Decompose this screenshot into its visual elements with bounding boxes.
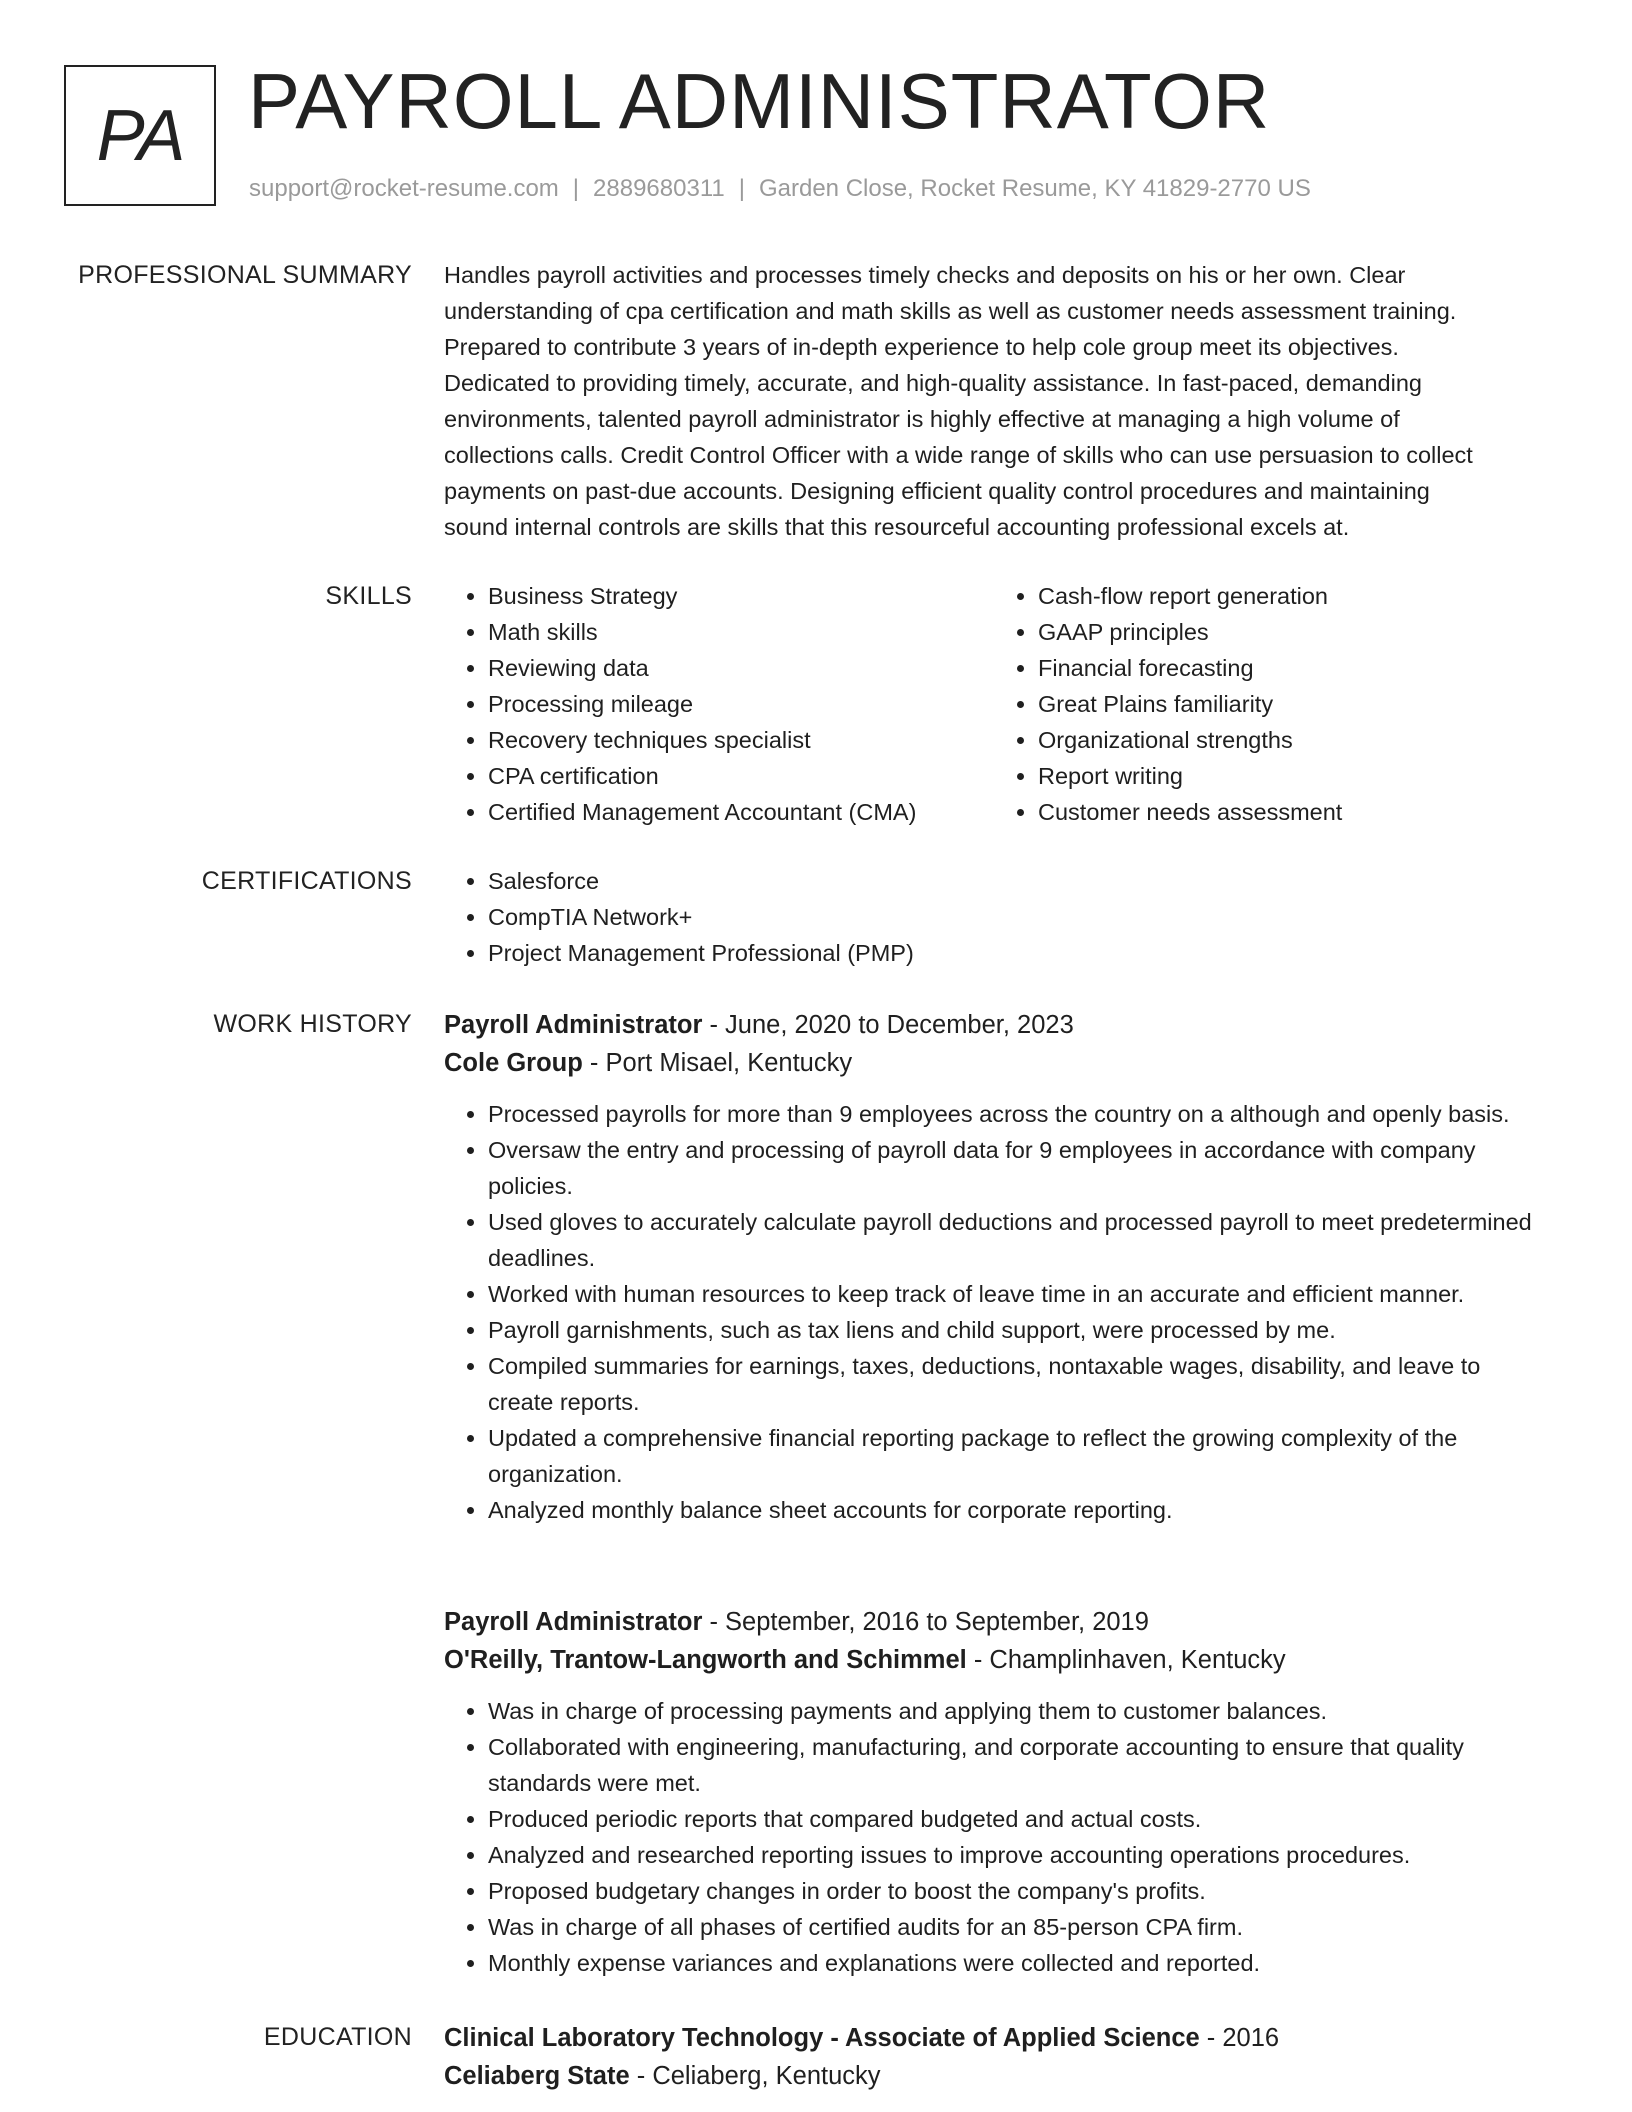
job-bullet: • Compiled summaries for earnings, taxes, deductions, nontaxable wages, disability, and leave to create reports.: [488, 1348, 1544, 1420]
job-title: Payroll Administrator: [444, 1011, 703, 1039]
skill-item: • Processing mileage: [488, 686, 994, 722]
certifications-list: [444, 863, 1544, 971]
skills-list-left: [444, 578, 994, 830]
certification-item: • CompTIA Network+: [488, 899, 1544, 935]
skill-item: • Math skills: [488, 614, 994, 650]
section-label-work-history: WORK HISTORY: [213, 1010, 412, 1038]
work-history-content: [444, 1006, 1544, 1528]
skill-item: • Financial forecasting: [1038, 650, 1544, 686]
job-company-line: [444, 1641, 1544, 1679]
skills-columns: [444, 578, 1544, 830]
summary-line: understanding of cpa certification and math skills as well as customer needs assessment training.: [444, 298, 1457, 324]
job-bullet: • Proposed budgetary changes in order to boost the company's profits.: [488, 1873, 1544, 1909]
section-label-skills: SKILLS: [325, 582, 412, 610]
contact-separator: |: [572, 175, 580, 202]
job-company: Cole Group: [444, 1049, 583, 1077]
skill-item: • Organizational strengths: [1038, 722, 1544, 758]
job-bullet: • Used gloves to accurately calculate payroll deductions and processed payroll to meet predetermined deadlines.: [488, 1204, 1544, 1276]
job-entry: [444, 1603, 1544, 1981]
job-bullet: • Oversaw the entry and processing of payroll data for 9 employees in accordance with company policies.: [488, 1132, 1544, 1204]
job-company: O'Reilly, Trantow-Langworth and Schimmel: [444, 1646, 967, 1674]
job-location: - Champlinhaven, Kentucky: [966, 1646, 1286, 1674]
job-bullet: • Collaborated with engineering, manufacturing, and corporate accounting to ensure that quality standards were met.: [488, 1729, 1544, 1801]
contact-separator: |: [738, 175, 745, 202]
job-location: - Port Misael, Kentucky: [582, 1049, 853, 1077]
job-dates: - September, 2016 to September, 2019: [702, 1608, 1149, 1636]
certification-item: • Salesforce: [488, 863, 1544, 899]
section-label-certifications: CERTIFICATIONS: [201, 867, 412, 895]
section-label-summary: PROFESSIONAL SUMMARY: [78, 261, 412, 289]
certification-item: • Project Management Professional (PMP): [488, 935, 1544, 971]
skill-item: • Recovery techniques specialist: [488, 722, 994, 758]
job-bullet: • Analyzed monthly balance sheet accounts for corporate reporting.: [488, 1492, 1544, 1528]
job-bullet: • Payroll garnishments, such as tax liens and child support, were processed by me.: [488, 1312, 1544, 1348]
job-heading: [444, 1006, 1544, 1044]
job-bullets: [444, 1096, 1544, 1528]
contact-line: [249, 174, 1311, 204]
job-bullet: • Was in charge of processing payments and applying them to customer balances.: [488, 1693, 1544, 1729]
skill-item: • Reviewing data: [488, 650, 994, 686]
job-bullet: • Analyzed and researched reporting issues to improve accounting operations procedures.: [488, 1837, 1544, 1873]
education-location: - Celiaberg, Kentucky: [629, 2062, 881, 2090]
summary-line: sound internal controls are skills that this resourceful accounting professional excels at.: [444, 514, 1350, 540]
monogram-logo: PA: [64, 65, 216, 206]
skill-item: • Certified Management Accountant (CMA): [488, 794, 994, 830]
skill-item: • GAAP principles: [1038, 614, 1544, 650]
job-bullet: • Produced periodic reports that compared budgeted and actual costs.: [488, 1801, 1544, 1837]
education-year: - 2016: [1199, 2024, 1280, 2052]
job-bullet: • Worked with human resources to keep track of leave time in an accurate and efficient manner.: [488, 1276, 1544, 1312]
job-dates: - June, 2020 to December, 2023: [702, 1011, 1074, 1039]
section-label-education: EDUCATION: [263, 2023, 412, 2051]
job-bullet: • Processed payrolls for more than 9 employees across the country on a although and openly basis.: [488, 1096, 1544, 1132]
summary-line: collections calls. Credit Control Officer with a wide range of skills who can use persuasion to collect: [444, 442, 1473, 468]
education-degree-line: [444, 2019, 1544, 2057]
work-history-content: [444, 1603, 1544, 1981]
education-school: Celiaberg State: [444, 2062, 630, 2090]
summary-text: [444, 257, 1544, 545]
job-title: Payroll Administrator: [444, 1608, 703, 1636]
summary-line: Dedicated to providing timely, accurate, and high-quality assistance. In fast-paced, demanding: [444, 370, 1422, 396]
certifications-content: [444, 863, 1544, 971]
education-content: [444, 2019, 1544, 2095]
contact-address: Garden Close, Rocket Resume, KY 41829-2770 US: [758, 175, 1311, 202]
job-bullet: • Updated a comprehensive financial reporting package to reflect the growing complexity of the organization.: [488, 1420, 1544, 1492]
summary-line: payments on past-due accounts. Designing efficient quality control procedures and maintaining: [444, 478, 1430, 504]
job-company-line: [444, 1044, 1544, 1082]
education-school-line: [444, 2057, 1544, 2095]
summary-line: environments, talented payroll administrator is highly effective at managing a high volume of: [444, 406, 1400, 432]
contact-email[interactable]: support@rocket-resume.com: [249, 175, 559, 202]
job-bullet: • Was in charge of all phases of certified audits for an 85-person CPA firm.: [488, 1909, 1544, 1945]
job-bullets: [444, 1693, 1544, 1981]
summary-line: Handles payroll activities and processes timely checks and deposits on his or her own. Clear: [444, 262, 1406, 288]
skill-item: • Great Plains familiarity: [1038, 686, 1544, 722]
skill-item: • Customer needs assessment: [1038, 794, 1544, 830]
skill-item: • CPA certification: [488, 758, 994, 794]
resume-title: PAYROLL ADMINISTRATOR: [248, 57, 1271, 145]
skill-item: • Report writing: [1038, 758, 1544, 794]
job-bullet: • Monthly expense variances and explanations were collected and reported.: [488, 1945, 1544, 1981]
job-entry: [444, 1006, 1544, 1528]
skill-item: • Cash-flow report generation: [1038, 578, 1544, 614]
job-heading: [444, 1603, 1544, 1641]
education-degree: Clinical Laboratory Technology - Associate of Applied Science: [444, 2024, 1200, 2052]
summary-line: Prepared to contribute 3 years of in-depth experience to help cole group meet its objectives.: [444, 334, 1399, 360]
skills-list-right: [994, 578, 1544, 830]
contact-phone[interactable]: 2889680311: [593, 175, 725, 202]
skill-item: • Business Strategy: [488, 578, 994, 614]
